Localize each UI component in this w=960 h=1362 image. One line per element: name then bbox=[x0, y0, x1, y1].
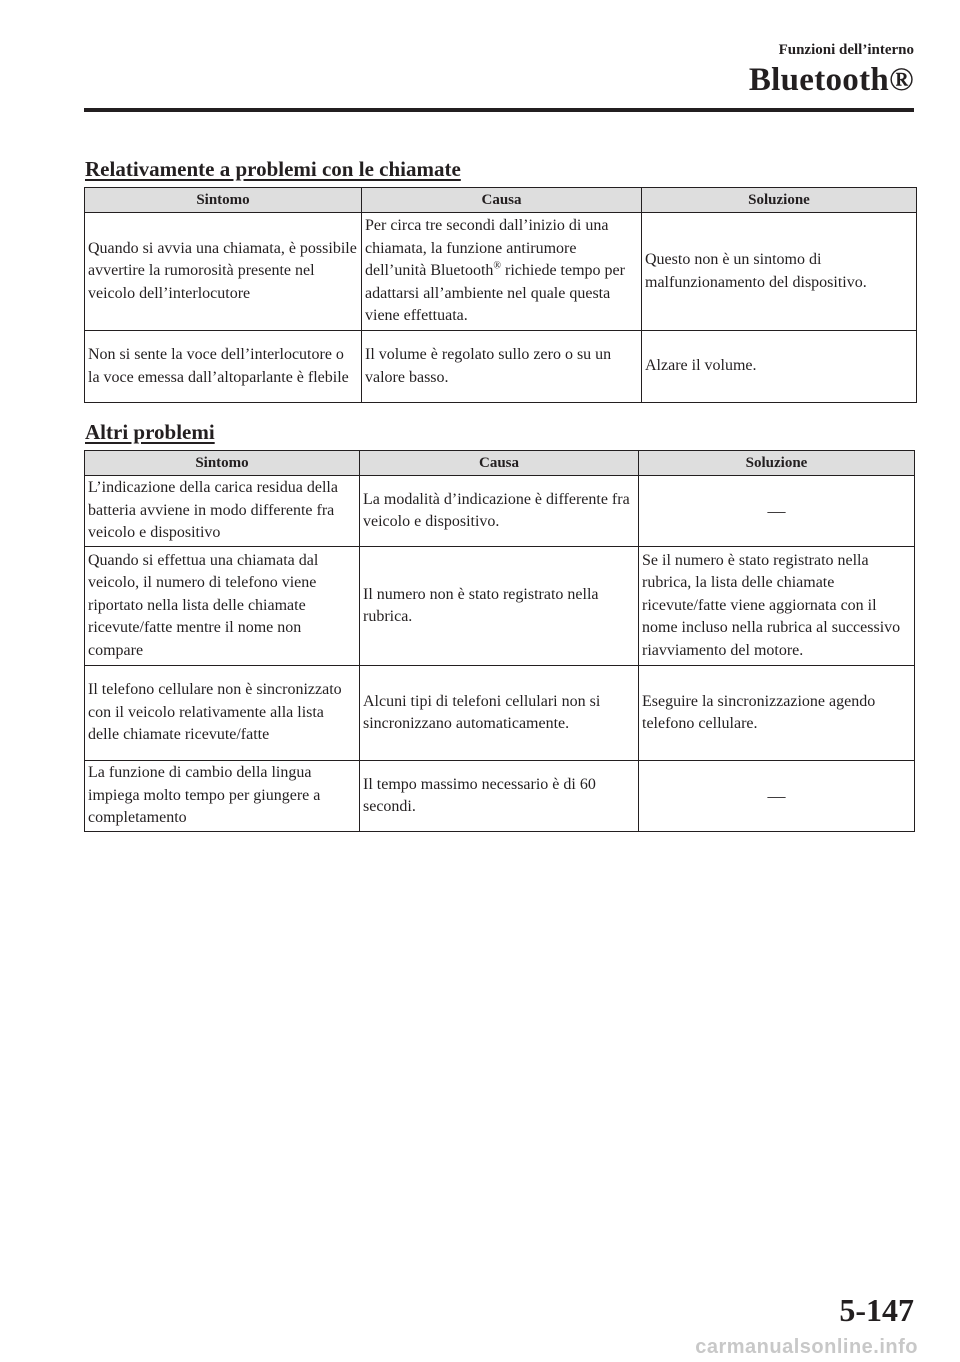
column-header-causa: Causa bbox=[360, 451, 639, 476]
cell-soluzione: Questo non è un sintomo di malfunzionamento del dispositivo. bbox=[642, 213, 917, 331]
header-section-label: Funzioni dell’interno bbox=[778, 42, 914, 58]
watermark: carmanualsonline.info bbox=[695, 1336, 918, 1358]
column-header-causa: Causa bbox=[362, 188, 642, 213]
calls-problems-table bbox=[84, 187, 917, 403]
section-title-other: Altri problemi bbox=[85, 420, 215, 444]
cell-sintomo: Non si sente la voce dell’interlocutore o la voce emessa dall’altoparlante è flebile bbox=[85, 331, 362, 403]
column-header-sintomo: Sintomo bbox=[85, 188, 362, 213]
cell-sintomo: L’indicazione della carica residua della batteria avviene in modo differente fra veicolo e dispositivo bbox=[85, 476, 360, 547]
cell-soluzione: Eseguire la sincronizzazione agendo telefono cellulare. bbox=[639, 666, 915, 761]
cell-causa: Il tempo massimo necessario è di 60 secondi. bbox=[360, 761, 639, 832]
page-number: 5-147 bbox=[839, 1292, 914, 1328]
table-row bbox=[85, 331, 917, 403]
table-row bbox=[85, 666, 915, 761]
cell-causa: Il volume è regolato sullo zero o su un valore basso. bbox=[362, 331, 642, 403]
table-header-row bbox=[85, 451, 915, 476]
cell-causa: Alcuni tipi di telefoni cellulari non si sincronizzano automaticamente. bbox=[360, 666, 639, 761]
cell-causa-text-end: richiede tempo per adattarsi all’ambiente nel quale questa viene effettuata. bbox=[365, 262, 625, 325]
table-row bbox=[85, 547, 915, 666]
cell-sintomo: Quando si avvia una chiamata, è possibile avvertire la rumorosità presente nel veicolo dell’interlocutore bbox=[85, 213, 362, 331]
header-divider bbox=[84, 108, 914, 112]
other-problems-table bbox=[84, 450, 915, 832]
header-title: Bluetooth® bbox=[748, 62, 914, 98]
cell-causa bbox=[362, 213, 642, 331]
cell-sintomo: La funzione di cambio della lingua impiega molto tempo per giungere a completamento bbox=[85, 761, 360, 832]
section-title-calls: Relativamente a problemi con le chiamate bbox=[85, 157, 461, 181]
cell-sintomo: Quando si effettua una chiamata dal veicolo, il numero di telefono viene riportato nella lista delle chiamate ricevute/fatte mentre il nome non compare bbox=[85, 547, 360, 666]
cell-causa: La modalità d’indicazione è differente fra veicolo e dispositivo. bbox=[360, 476, 639, 547]
column-header-soluzione: Soluzione bbox=[642, 188, 917, 213]
cell-soluzione: — bbox=[639, 761, 915, 832]
table-row bbox=[85, 476, 915, 547]
table-header-row bbox=[85, 188, 917, 213]
cell-sintomo: Il telefono cellulare non è sincronizzato con il veicolo relativamente alla lista delle chiamate ricevute/fatte bbox=[85, 666, 360, 761]
column-header-soluzione: Soluzione bbox=[639, 451, 915, 476]
cell-soluzione: Alzare il volume. bbox=[642, 331, 917, 403]
cell-soluzione: Se il numero è stato registrato nella rubrica, la lista delle chiamate ricevute/fatte viene aggiornata con il nome incluso nella rubrica al successivo riavviamento del motore. bbox=[639, 547, 915, 666]
table-row bbox=[85, 761, 915, 832]
column-header-sintomo: Sintomo bbox=[85, 451, 360, 476]
cell-causa: Il numero non è stato registrato nella rubrica. bbox=[360, 547, 639, 666]
cell-causa-text: Per circa tre secondi dall’inizio di una chiamata, la funzione antirumore dell’unità Bluetooth bbox=[365, 217, 609, 280]
registered-mark: ® bbox=[493, 260, 502, 272]
cell-soluzione: — bbox=[639, 476, 915, 547]
table-row bbox=[85, 213, 917, 331]
